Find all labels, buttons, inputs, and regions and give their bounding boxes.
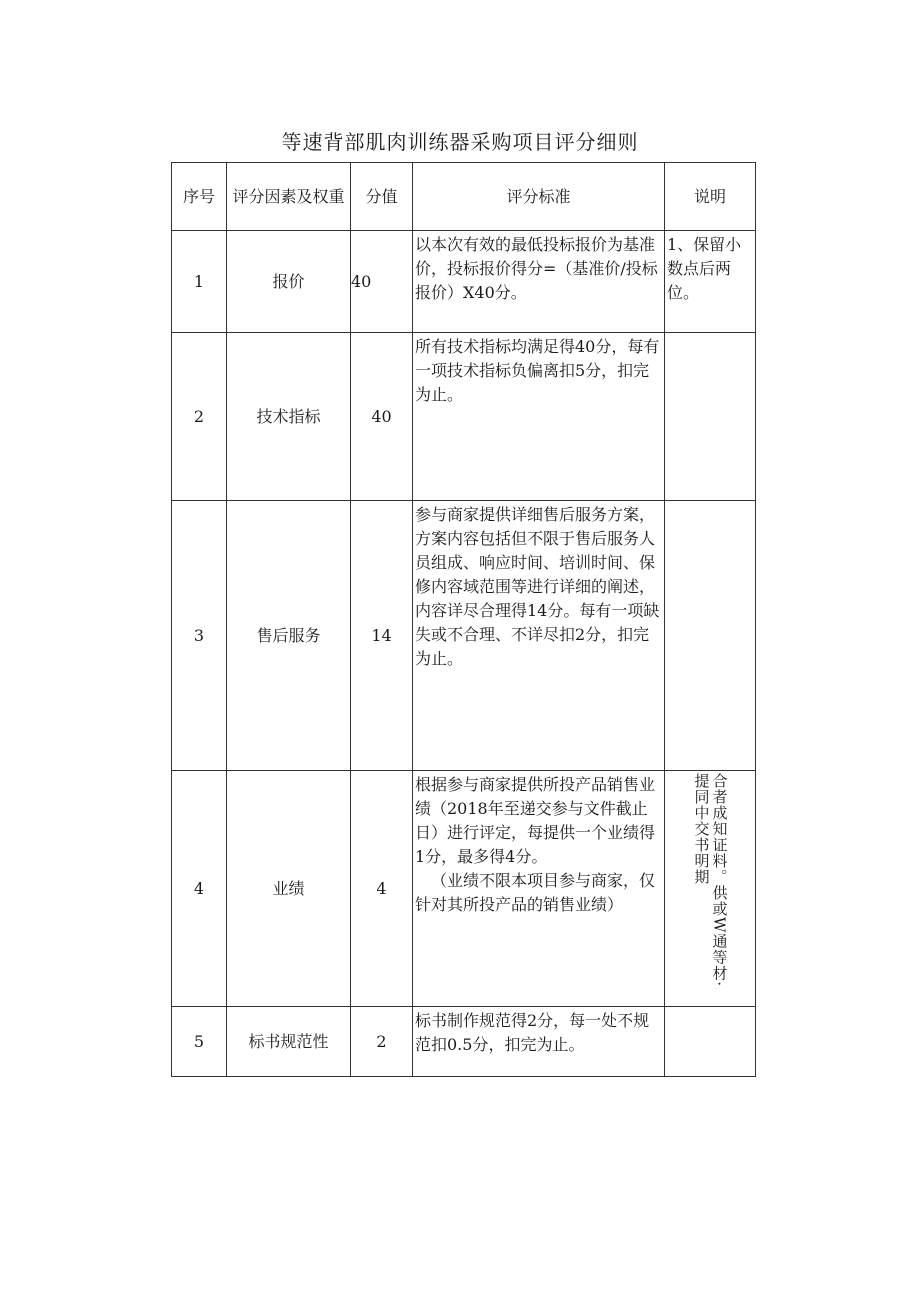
table-row [172, 501, 756, 771]
criteria-extra-text: （业绩不限本项目参与商家，仅针对其所投产品的销售业绩） [415, 871, 656, 914]
scoring-table [171, 162, 756, 1077]
header-note: 说明 [665, 163, 756, 231]
table-row [172, 333, 756, 501]
row-note [665, 771, 756, 1007]
table-header-row [172, 163, 756, 231]
header-factor: 评分因素及权重 [227, 163, 351, 231]
header-no: 序号 [172, 163, 227, 231]
header-criteria: 评分标准 [413, 163, 665, 231]
row-note [665, 501, 756, 771]
row-criteria: 所有技术指标均满足得40分，每有一项技术指标负偏离扣5分，扣完为止。 [413, 333, 665, 501]
row-no: 3 [172, 501, 227, 771]
vertical-note-text: 合者成知证料。供或W通等材·提同中交书明期 [692, 773, 729, 988]
header-score: 分值 [351, 163, 413, 231]
row-score: 2 [351, 1007, 413, 1077]
row-criteria: 参与商家提供详细售后服务方案，方案内容包括但不限于售后服务人员组成、响应时间、培训时间、保修内容域范围等进行详细的阐述，内容详尽合理得14分。每有一项缺失或不合理、不详尽扣2分，扣完为止。 [413, 501, 665, 771]
row-no: 4 [172, 771, 227, 1007]
table-row [172, 1007, 756, 1077]
row-factor: 售后服务 [227, 501, 351, 771]
row-score: 14 [351, 501, 413, 771]
row-score: 40 [351, 231, 413, 333]
row-note [665, 1007, 756, 1077]
row-factor: 标书规范性 [227, 1007, 351, 1077]
table-row [172, 231, 756, 333]
table-row [172, 771, 756, 1007]
row-score: 4 [351, 771, 413, 1007]
row-factor: 技术指标 [227, 333, 351, 501]
row-no: 2 [172, 333, 227, 501]
row-criteria: 以本次有效的最低投标报价为基准价，投标报价得分=（基准价/投标报价）X40分。 [413, 231, 665, 333]
row-criteria: 标书制作规范得2分，每一处不规范扣0.5分，扣完为止。 [413, 1007, 665, 1077]
row-score: 40 [351, 333, 413, 501]
row-no: 1 [172, 231, 227, 333]
document-title: 等速背部肌肉训练器采购项目评分细则 [281, 130, 639, 154]
row-no: 5 [172, 1007, 227, 1077]
row-criteria [413, 771, 665, 1007]
row-factor: 业绩 [227, 771, 351, 1007]
criteria-main-text: 根据参与商家提供所投产品销售业绩（2018年至递交参与文件截止日）进行评定，每提供一个业绩得1分，最多得4分。 [415, 775, 656, 866]
row-note [665, 333, 756, 501]
row-factor: 报价 [227, 231, 351, 333]
row-note: 1、保留小数点后两位。 [665, 231, 756, 333]
